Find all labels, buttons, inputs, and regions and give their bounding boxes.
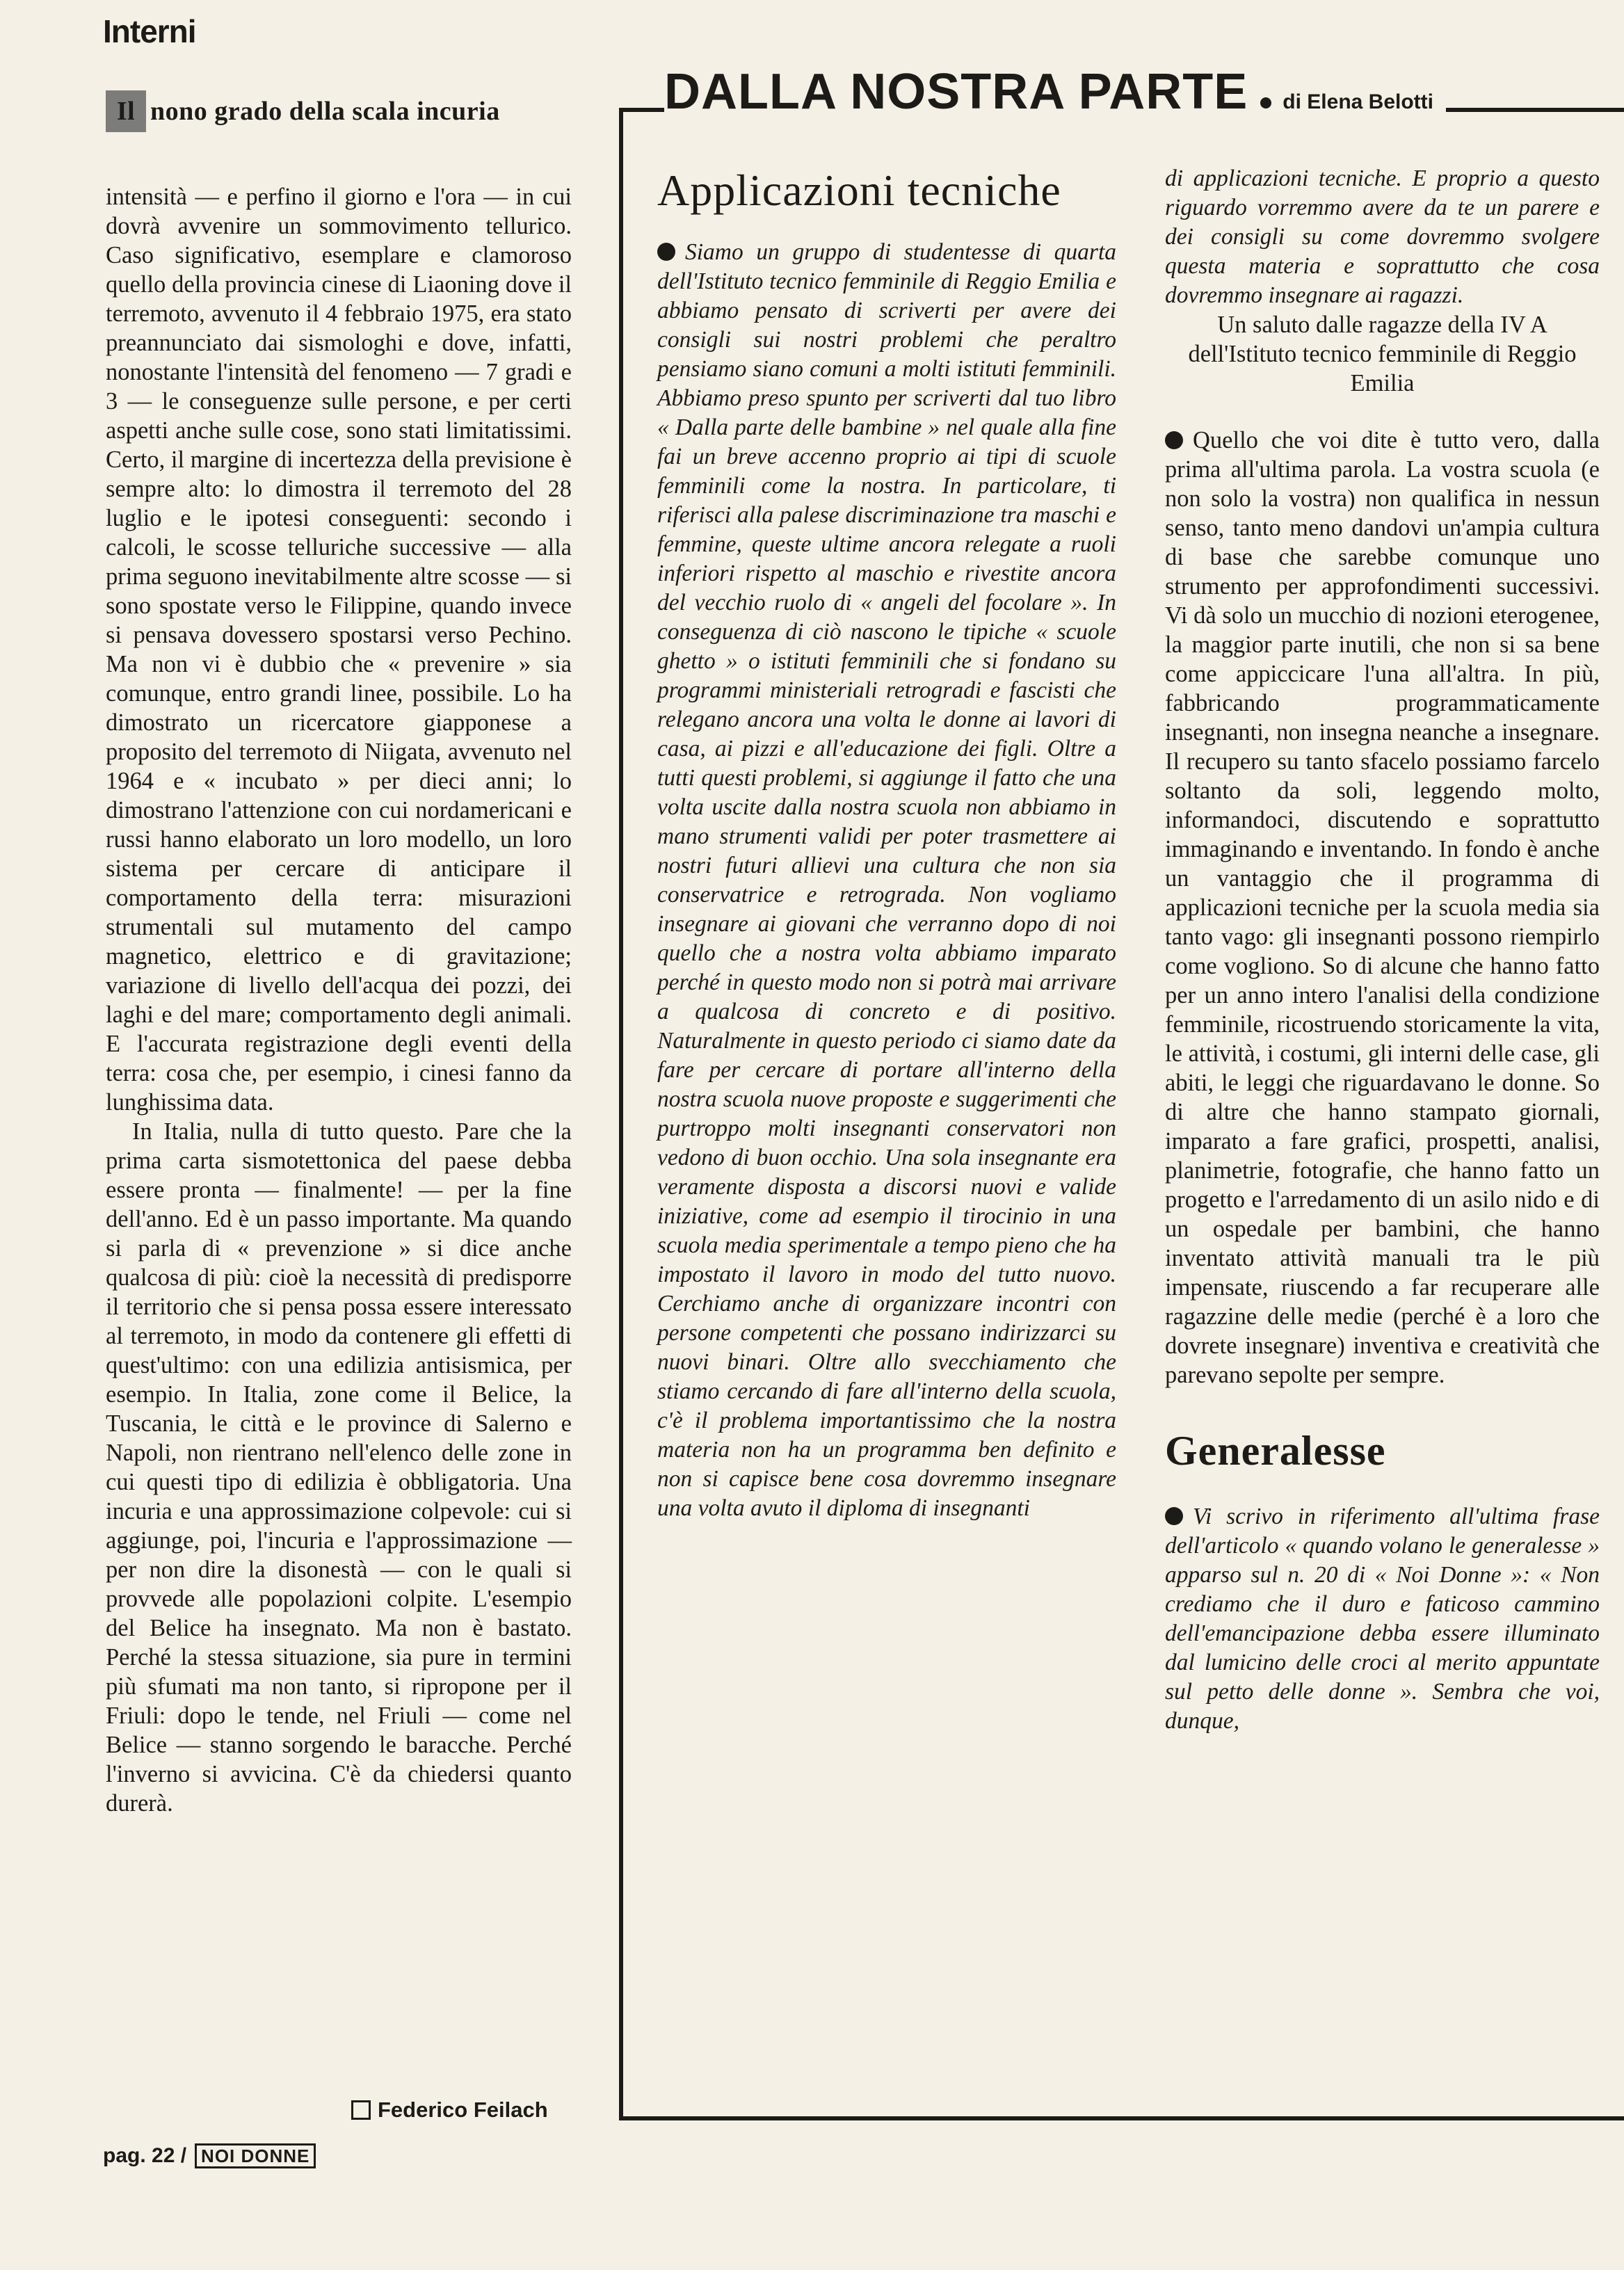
letter-column-1 (657, 164, 1116, 1523)
letter-signoff: Un saluto dalle ragazze della IV A dell'Istituto tecnico femminile di Reggio Emilia (1188, 312, 1577, 396)
letter-column-2 (1165, 164, 1600, 1736)
letter-text (657, 238, 1116, 1523)
reply-body: Quello che voi dite è tutto vero, dalla prima all'ultima parola. La vostra scuola (e non solo la vostra) non qualifica in nessun senso, tanto meno dandovi un'ampia cultura di base che sarebbe comunque uno strumento per approfondimenti successivi. Vi dà solo un mucchio di nozioni eterogenee, la maggior parte inutili, che non si sa bene come appiccicare l'una all'altra. In più, fabbricando programmaticamente insegnanti, non insegna neanche a insegnare. Il recupero su tanto sfacelo possiamo farcelo soltanto da soli, leggendo molto, informandoci, discutendo e soprattutto immaginando e inventando. In fondo è anche un vantaggio che il programma di applicazioni tecniche per la scuola media sia tanto vago: gli insegnanti possono riempirlo come vogliono. So di alcune che hanno fatto per un anno intero l'analisi della condizione femminile, ricostruendo storicamente la vita, le attività, i costumi, gli interni delle case, gli abiti, le leggi che riguardavano le donne. So di altre che hanno stampato giornali, imparato a fare grafici, prospetti, analisi, planimetrie, fotografie, che hanno fatto un progetto e l'arredamento di un asilo nido e di un ospedale per bambini, che hanno inventato attività manuali tra le più impensate, riuscendo a far recuperare alle ragazzine delle medie (perché è a loro che dovrete insegnare) inventiva e creatività che parevano sepolte per sempre. (1165, 427, 1600, 1388)
article-body (106, 182, 572, 1818)
bullet-dot-icon (1165, 1507, 1183, 1525)
author-name: Federico Feilach (378, 2098, 548, 2122)
reply-text (1165, 426, 1600, 1390)
article-lead (106, 90, 572, 132)
article-paragraph: intensità — e perfino il giorno e l'ora — in cui dovrà avvenire un sommovimento tellurico. Caso significativo, esemplare e clamoroso quello della provincia cinese di Liaoning dove il terremoto, avvenuto il 4 febbraio 1975, era stato preannunciato dai sismologhi e dove, infatti, nonostante l'intensità del fenomeno — 7 gradi e 3 — le conseguenze sulle persone, e per certi aspetti anche sulle cose, sono stati limitatissimi. Certo, il margine di incertezza della previsione è sempre alto: lo dimostra il terremoto del 28 luglio e le ipotesi conseguenti: secondo i calcoli, le scosse telluriche successive — alla prima seguono inevitabilmente altre scosse — si sono spostate verso le Filippine, quando invece si pensava dovessero spostarsi verso Pechino. Ma non vi è dubbio che « prevenire » sia comunque, entro grandi linee, possibile. Lo ha dimostrato un ricercatore giapponese a proposito del terremoto di Niigata, avvenuto nel 1964 e « incubato » per dieci anni; lo dimostrano l'attenzione con cui nordamericani e russi hanno elaborato un loro modello, un loro sistema per cercare di anticipare il comportamento della terra: misurazioni strumentali sul mutamento del campo magnetico, elettrico e di gravitazione; variazione di livello dell'acqua dei pozzi, dei laghi e del mare; comportamento degli animali. E l'accurata registrazione degli eventi della terra: cosa che, per esempio, i cinesi fanno da lunghissima data. (106, 184, 572, 1116)
article-signature (351, 2098, 548, 2123)
article-paragraph: In Italia, nulla di tutto questo. Pare che la prima carta sismotettonica del paese debba essere pronta — finalmente! — per la fine dell'anno. Ed è un passo importante. Ma quando si parla di « prevenzione » si dice anche qualcosa di più: cioè la necessità di predisporre il territorio che si pensa possa essere interessato al terremoto, in modo da contenere gli effetti di quest'ultimo: con una edilizia antisismica, per esempio. In Italia, zone come il Belice, la Tuscania, le città e le province di Salerno e Napoli, non rientrano nell'elenco delle zone in cui questi tipo di edilizia è obbligatoria. Una incuria e una approssimazione colpevole: cui si aggiunge, poi, l'incuria e l'approssimazione — per non dire la disonestà — con le quali si provvede alle popolazioni colpite. L'esempio del Belice ha insegnato. Ma non è bastato. Perché la stessa situazione, sia pure in termini più sfumati ma non tanto, si ripropone per il Friuli: dopo le tende, nel Friuli — come nel Belice — stanno sorgendo le baracche. Perché l'inverno si avvicina. C'è da chiedersi quanto durerà. (106, 1118, 572, 1817)
page-number: pag. 22 / (103, 2144, 187, 2167)
letter-body: Vi scrivo in riferimento all'ultima frase dell'articolo « quando volano le generalesse » apparso sul n. 20 di « Noi Donne »: « Non crediamo che il duro e faticoso cammino dell'emancipazione debba essere illuminato dal lumicino delle croci al merito appuntate sul petto delle donne ». Sembra che voi, dunque, (1165, 1504, 1600, 1734)
left-article (106, 90, 572, 1818)
box-border-left (619, 108, 623, 2118)
page-footer (103, 2143, 316, 2168)
rubric-author: di Elena Belotti (1283, 90, 1433, 113)
letter-text-part: di applicazioni tecniche. E proprio a questo riguardo vorremmo avere da te un parere e dei consigli su come dovremmo svolgere questa materia e soprattutto che cosa dovremmo insegnare ai ragazzi. (1165, 166, 1600, 308)
magazine-logo: NOI DONNE (195, 2143, 316, 2168)
rubric-title: DALLA NOSTRA PARTE (664, 64, 1248, 120)
bullet-dot-icon (1165, 431, 1183, 449)
end-square-icon (351, 2100, 371, 2120)
letter-text-continued (1165, 164, 1600, 310)
rubric-header (664, 64, 1446, 120)
lead-text: nono grado della scala incuria (150, 97, 500, 126)
letter-text-part: Siamo un gruppo di studentesse di quarta dell'Istituto tecnico femminile di Reggio Emilia e abbiamo pensato di scriverti per avere dei consigli sui nostri problemi che peraltro pensiamo siano comuni a molti istituti femminili. Abbiamo preso spunto per scriverti dal tuo libro « Dalla parte delle bambine » nel quale alla fine fai un breve accenno proprio ai tipi di scuole femminili come la nostra. In particolare, ti riferisci alla palese discriminazione tra maschi e femmine, queste ultime ancora relegate a ruoli inferiori rispetto al maschio e rivestite ancora del vecchio ruolo di « angeli del focolare ». In conseguenza di ciò nascono le tipiche « scuole ghetto » o istituti femminili che si fondano su programmi ministeriali retrogradi e fascisti che relegano ancora una volta le donne ai lavori di casa, ai pizzi e all'educazione dei figli. Oltre a tutti questi problemi, si aggiunge il fatto che una volta uscite dalla nostra scuola non abbiamo in mano strumenti validi per poter trasmettere ai nostri futuri allievi una cultura che non sia conservatrice e retrograda. Non vogliamo insegnare ai giovani che verranno dopo di noi quello che a nostra volta abbiamo imparato perché in questo modo non si potrà mai arrivare a qualcosa di concreto e di positivo. Naturalmente in questo periodo ci siamo date da fare per cercare di portare all'interno della nostra scuola nuove proposte e suggerimenti che purtroppo molti insegnanti conservatori non vedono di buon occhio. Una sola insegnante era veramente disposta a discorsi nuovi e valide iniziative, come ad esempio il tirocinio in una scuola media sperimentale a tempo pieno che ha impostato il lavoro in modo del tutto nuovo. Cerchiamo anche di organizzare incontri con persone competenti che possano indirizzarci su nuovi binari. Oltre allo svecchiamento che stiamo cercando di fare all'interno della scuola, c'è il problema importantissimo che la nostra materia non ha un programma ben definito e non si capisce bene cosa dovremmo insegnare una volta avuto il diploma di insegnanti (657, 239, 1116, 1521)
letter-headline: Applicazioni tecniche (657, 166, 1061, 215)
section-label: Interni (103, 13, 196, 49)
bullet-dot-icon (657, 243, 675, 261)
box-border-bottom (619, 2116, 1624, 2120)
bullet-dot-icon (1260, 97, 1271, 108)
letter-text (1165, 1502, 1600, 1736)
letter-headline: Generalesse (1165, 1428, 1386, 1474)
dropcap: Il (106, 90, 146, 132)
